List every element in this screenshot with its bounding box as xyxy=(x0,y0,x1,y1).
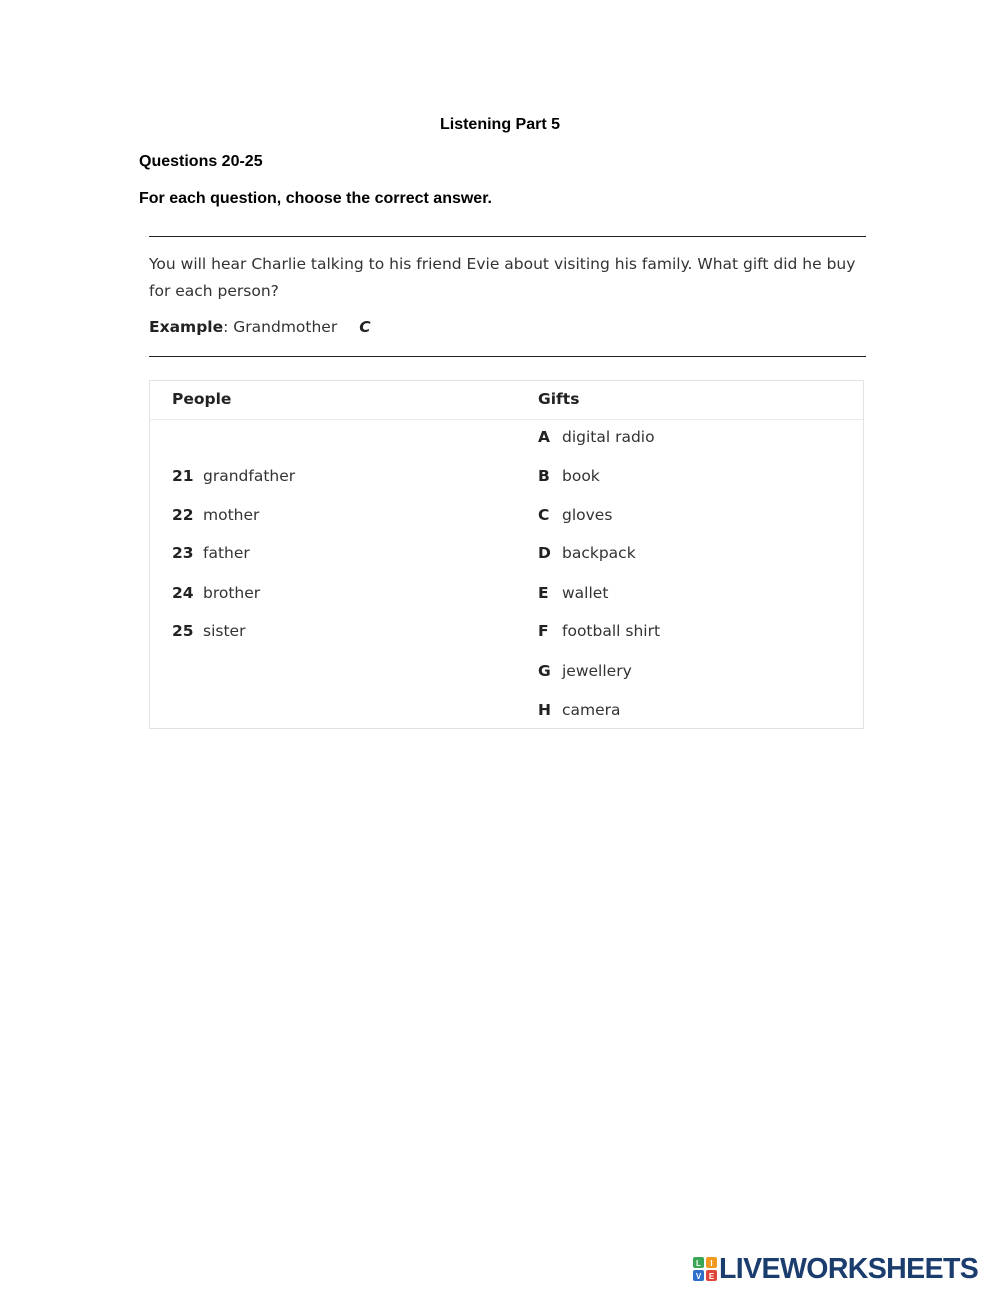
gifts-header: Gifts xyxy=(538,390,580,408)
gift-row xyxy=(538,506,612,524)
gift-row xyxy=(538,701,621,719)
person-row xyxy=(172,584,260,602)
gift-letter: G xyxy=(538,662,551,680)
gift-letter: H xyxy=(538,701,551,719)
gift-name: wallet xyxy=(562,584,609,602)
person-name: sister xyxy=(203,622,246,640)
person-row xyxy=(172,622,245,640)
divider-bottom xyxy=(149,356,866,357)
logo-mark-icon xyxy=(693,1257,717,1281)
gift-letter: A xyxy=(538,428,550,446)
gift-name: backpack xyxy=(562,544,636,562)
person-name: mother xyxy=(203,506,260,524)
logo-text: LIVEWORKSHEETS xyxy=(719,1253,979,1285)
logo-mark-letter: V xyxy=(695,1272,702,1281)
gift-letter: C xyxy=(538,506,550,524)
example-label: Example xyxy=(149,318,224,336)
header-divider xyxy=(150,419,863,420)
question-range: Questions 20-25 xyxy=(139,153,263,170)
gift-row xyxy=(538,544,636,562)
gift-row xyxy=(538,662,632,680)
gift-name: jewellery xyxy=(562,662,632,680)
page-title: Listening Part 5 xyxy=(439,116,561,133)
gift-row xyxy=(538,584,608,602)
example-line xyxy=(149,318,371,336)
gift-name: digital radio xyxy=(562,428,655,446)
example-answer: C xyxy=(359,318,371,336)
logo-mark-letter: L xyxy=(696,1259,701,1268)
logo-mark-letter: I xyxy=(710,1259,713,1268)
example-text: : Grandmother xyxy=(223,318,338,336)
gift-letter: B xyxy=(538,467,550,485)
gift-row xyxy=(538,622,660,640)
person-number: 21 xyxy=(172,467,194,485)
people-header: People xyxy=(172,390,232,408)
instruction: For each question, choose the correct answer. xyxy=(139,190,492,207)
gift-name: book xyxy=(562,467,600,485)
person-row xyxy=(172,544,250,562)
gift-letter: E xyxy=(538,584,549,602)
gift-letter: D xyxy=(538,544,551,562)
gift-name: football shirt xyxy=(562,622,661,640)
person-row xyxy=(172,506,259,524)
person-name: father xyxy=(203,544,250,562)
person-number: 25 xyxy=(172,622,194,640)
person-number: 24 xyxy=(172,584,194,602)
logo-mark-letter: E xyxy=(708,1272,715,1281)
gift-name: camera xyxy=(562,701,621,719)
person-name: grandfather xyxy=(203,467,296,485)
matching-table xyxy=(149,380,864,729)
person-number: 23 xyxy=(172,544,194,562)
person-number: 22 xyxy=(172,506,194,524)
gift-name: gloves xyxy=(562,506,613,524)
gift-row xyxy=(538,428,655,446)
gift-letter: F xyxy=(538,622,549,640)
liveworksheets-logo[interactable] xyxy=(693,1254,978,1284)
divider-top xyxy=(149,236,866,237)
person-name: brother xyxy=(203,584,261,602)
gift-row xyxy=(538,467,600,485)
task-intro: You will hear Charlie talking to his friend Evie about visiting his family. What gift did he buy for each person? xyxy=(149,255,856,300)
person-row xyxy=(172,467,295,485)
